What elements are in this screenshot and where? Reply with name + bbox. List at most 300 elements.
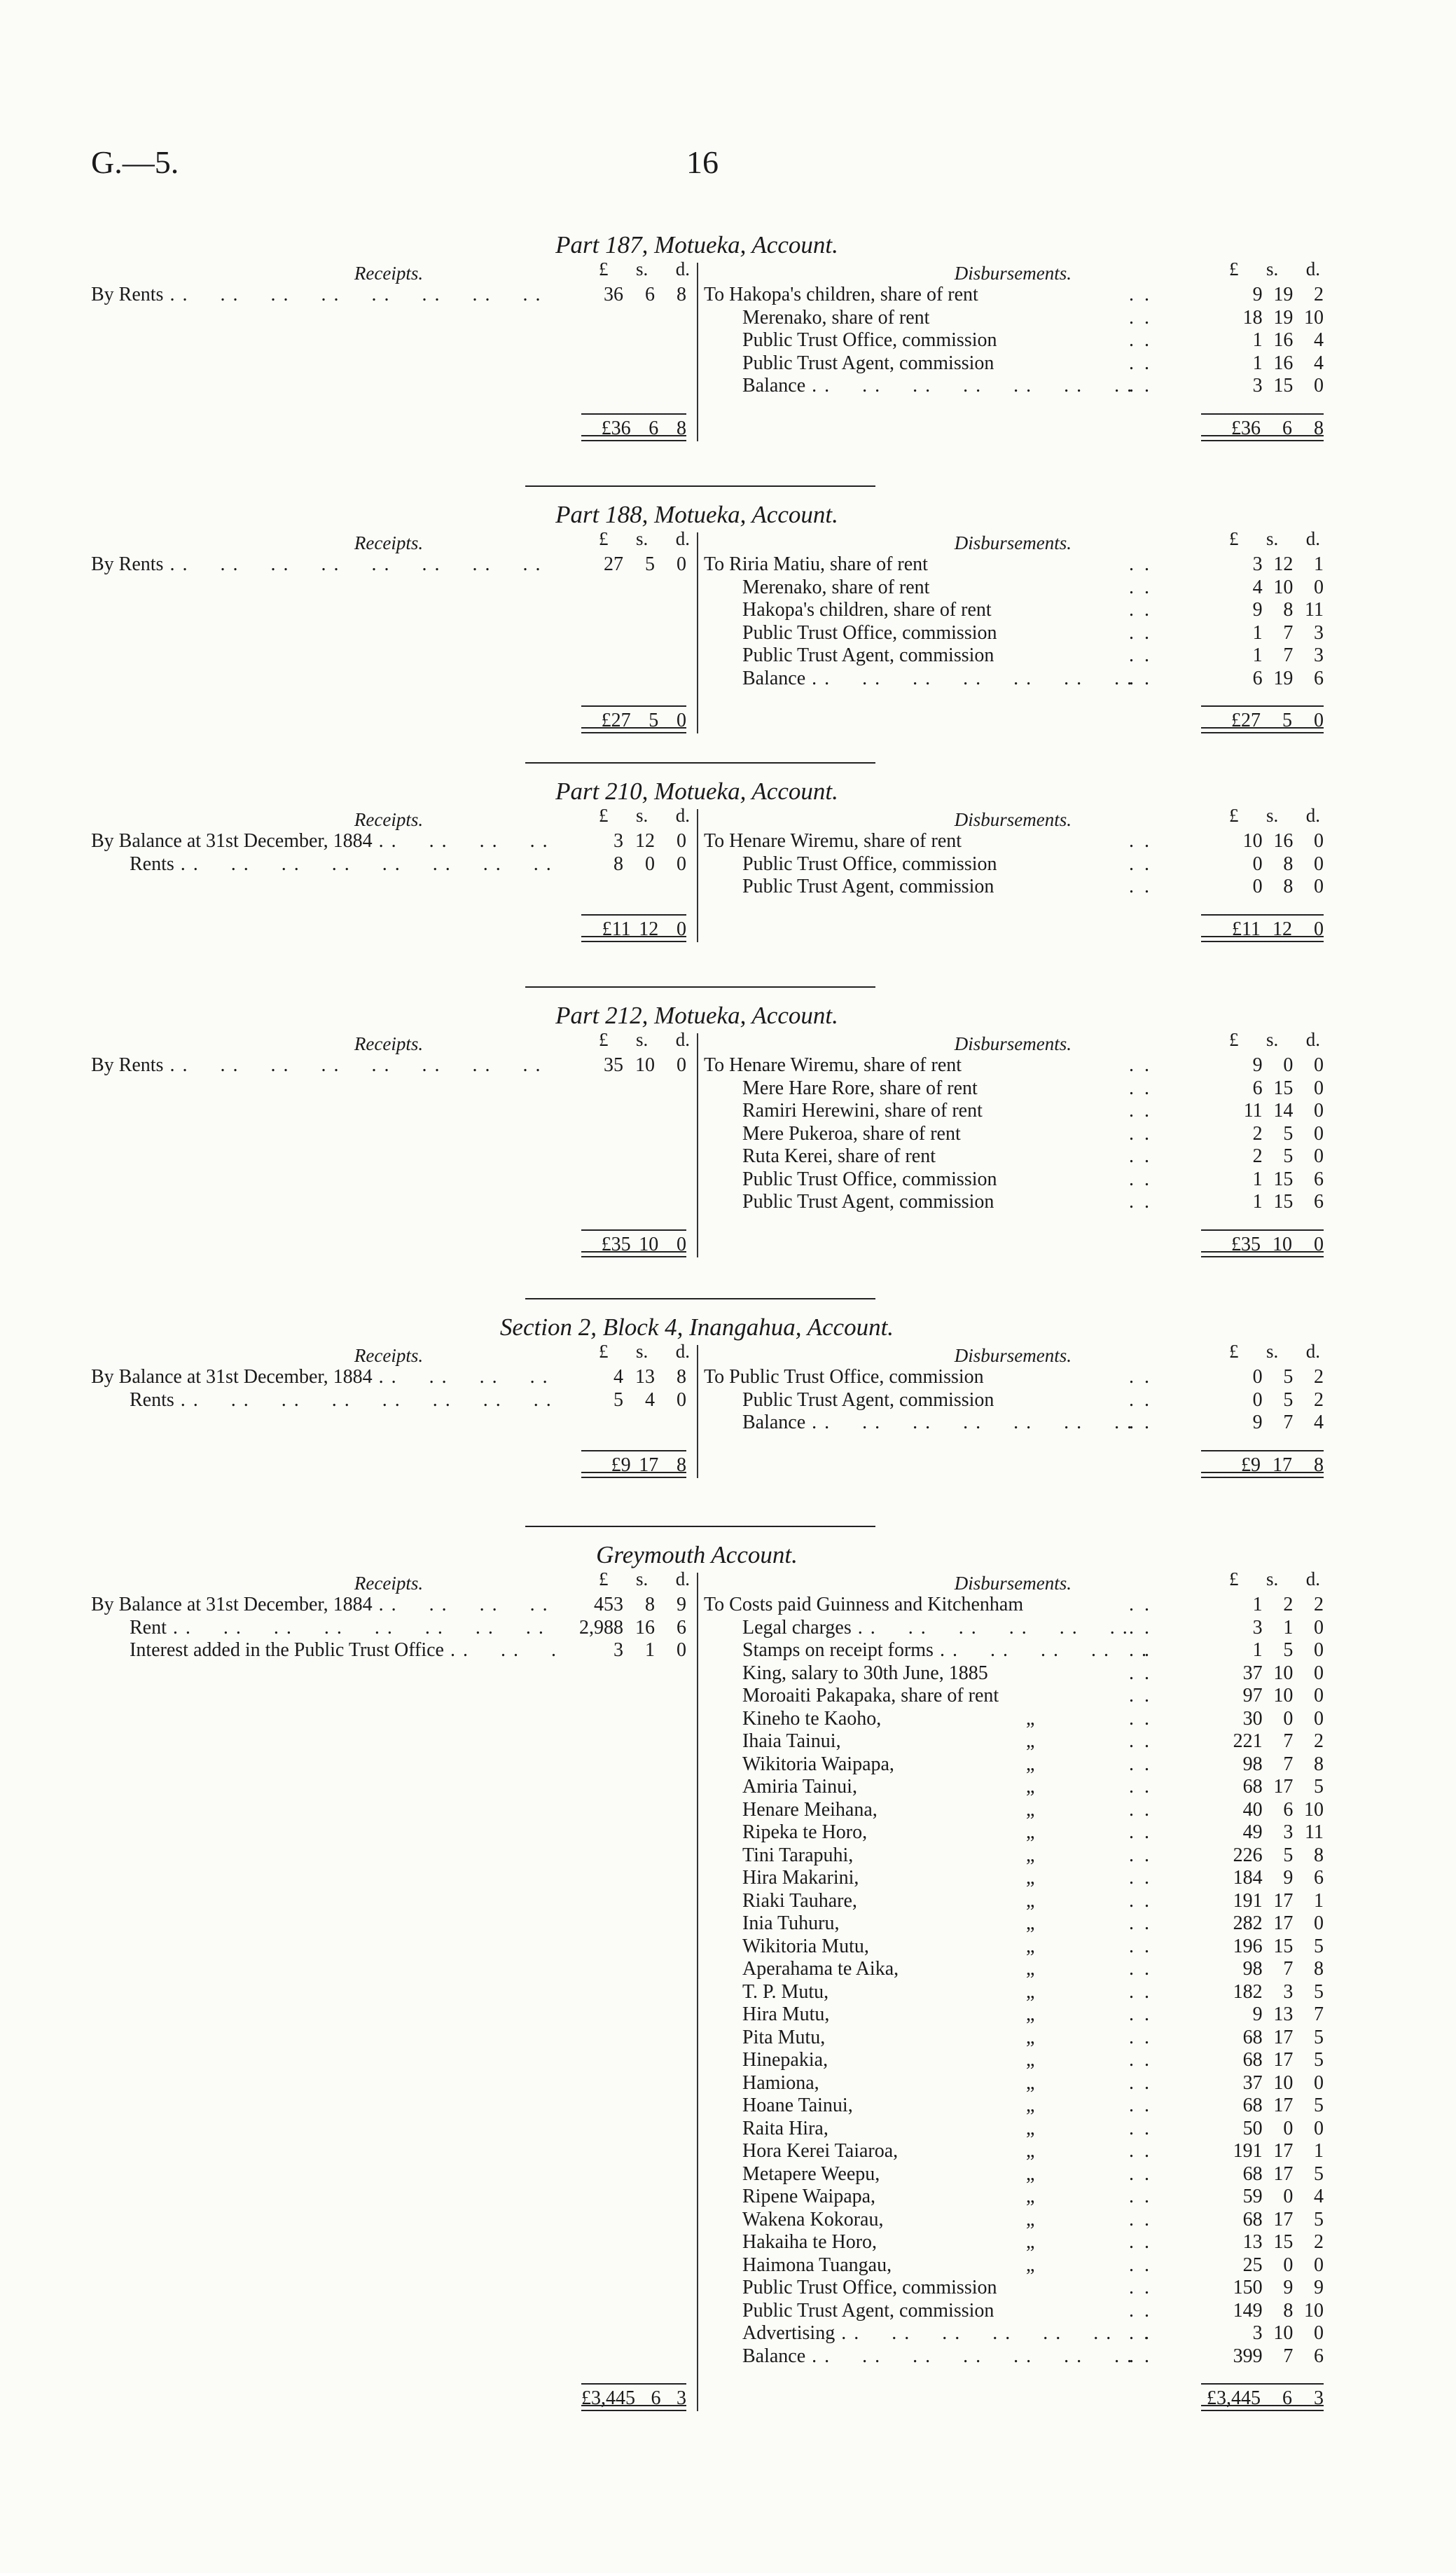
leader-dots: . . [1129, 1798, 1152, 1821]
amount-pounds: 37 [1242, 2071, 1263, 2094]
amount-pence: 0 [1314, 2071, 1324, 2094]
receipt-label [91, 553, 560, 576]
amount-pounds: 27 [604, 553, 623, 575]
disbursement-label [704, 1821, 1152, 1844]
amount-shillings: 10 [1273, 1685, 1294, 1706]
disbursement-amount [1208, 2027, 1324, 2049]
amount-pounds: £11 [1232, 918, 1261, 940]
amount-pounds: 97 [1242, 1685, 1263, 1706]
disbursement-text: Legal charges . . [704, 1617, 1152, 1639]
pounds-heading: £ [1229, 258, 1239, 280]
disbursement-amount [1208, 2277, 1324, 2299]
amount-pence: 2 [1314, 1388, 1324, 1411]
disbursement-amount [1208, 375, 1324, 397]
amount-pounds: £27 [1231, 710, 1261, 731]
disbursement-text: Public Trust Agent, commission [742, 352, 994, 374]
amount-pence: 8 [1314, 1844, 1324, 1866]
disbursement-amount-value [1208, 1366, 1324, 1388]
amount-shillings: 6 [1283, 1798, 1294, 1821]
amount-pence: 0 [1314, 1145, 1324, 1167]
disbursement-amount-value [1208, 1617, 1324, 1639]
ditto-mark: „ [1026, 2003, 1035, 2025]
amount-shillings: 15 [1273, 375, 1294, 396]
receipt-amount [560, 284, 686, 306]
amount-pounds: 49 [1242, 1821, 1263, 1843]
amount-shillings: 17 [1273, 2140, 1294, 2162]
disbursement-amount [1208, 1753, 1324, 1776]
disbursement-amount-value [1208, 329, 1324, 352]
amount-pence: 10 [1304, 1798, 1324, 1821]
disbursement-amount [1208, 1708, 1324, 1730]
disbursement-text: Mere Pukeroa, share of rent [742, 1122, 961, 1145]
disbursement-amount [1208, 1168, 1324, 1191]
leader-dots: . . [1129, 2322, 1152, 2344]
shillings-heading: s. [635, 1341, 649, 1362]
disbursement-amount-value [1208, 876, 1324, 898]
disbursements-total-value [1201, 1229, 1324, 1256]
amount-pounds: 18 [1242, 306, 1263, 329]
amount-pounds: 36 [604, 284, 623, 305]
amount-pounds: 3 [613, 830, 623, 852]
amount-shillings: 6 [651, 2387, 661, 2409]
amount-shillings: 5 [1283, 1366, 1294, 1388]
shillings-heading: s. [635, 528, 649, 549]
disbursement-amount-value [1208, 644, 1324, 667]
ditto-mark: „ [1026, 1935, 1035, 1957]
disbursement-amount-value [1208, 2186, 1324, 2208]
leader-dots: . . [1129, 1730, 1152, 1752]
amount-pence: 5 [1314, 2208, 1324, 2230]
amount-shillings: 2 [1283, 1594, 1294, 1615]
disbursement-amount [1208, 1912, 1324, 1935]
receipt-label [91, 1594, 560, 1616]
disbursement-text: Hira Mutu, [742, 2003, 830, 2025]
leader-dots: . . [1129, 2277, 1152, 2298]
disbursement-text: Amiria Tainui, [742, 1776, 857, 1798]
leader-dots: . . [1129, 1145, 1152, 1167]
amount-pounds: 9 [1252, 2003, 1263, 2025]
receipt-amount [560, 853, 686, 876]
leader-dots: . . [1129, 876, 1152, 897]
leader-dots: . . [1129, 599, 1152, 621]
disbursement-text: Riaki Tauhare, [742, 1889, 857, 1912]
section-divider [525, 762, 875, 764]
amount-shillings: 10 [1273, 1662, 1294, 1684]
disbursement-text: Wikitoria Mutu, [742, 1935, 869, 1957]
disbursement-label [704, 668, 1152, 690]
receipts-total-value [581, 1450, 686, 1477]
pence-heading: d. [675, 1341, 690, 1362]
disbursement-amount-value [1208, 2118, 1324, 2140]
amount-pounds: 184 [1233, 1867, 1263, 1889]
disbursement-amount-value [1208, 1594, 1324, 1616]
disbursement-amount-value [1208, 375, 1324, 397]
disbursement-amount [1208, 2072, 1324, 2095]
disbursement-text: Henare Meihana, [742, 1798, 878, 1821]
disbursement-amount [1208, 2231, 1324, 2254]
ditto-mark: „ [1026, 2140, 1035, 2162]
disbursement-text: Public Trust Agent, commission [742, 876, 994, 897]
disbursement-amount-value [1208, 1776, 1324, 1798]
disbursement-amount-value [1208, 2140, 1324, 2162]
disbursement-label [704, 2003, 1152, 2026]
amount-pence: 0 [1314, 375, 1324, 396]
disbursement-text: Metapere Weepu, [742, 2162, 880, 2185]
ditto-mark: „ [1026, 1821, 1035, 1843]
disbursement-amount [1208, 599, 1324, 621]
amount-pence: 0 [1314, 1077, 1324, 1099]
amount-pence: 0 [1314, 1912, 1324, 1934]
amount-pence: 6 [1314, 1191, 1324, 1213]
disbursement-amount [1208, 1844, 1324, 1867]
disbursement-label [704, 329, 1152, 352]
disbursement-text: Public Trust Office, commission [742, 2277, 997, 2298]
disbursement-label [704, 622, 1152, 644]
amount-shillings: 5 [1283, 1145, 1294, 1167]
amount-pounds: 3 [1252, 1616, 1263, 1639]
disbursement-label [704, 1100, 1152, 1122]
amount-pounds: 1 [1252, 1594, 1263, 1615]
amount-shillings: 9 [1283, 1867, 1294, 1889]
amount-pence: 2 [1314, 284, 1324, 305]
leader-dots: . . [1129, 1889, 1152, 1912]
receipts-total [581, 914, 686, 942]
disbursement-amount [1208, 1077, 1324, 1100]
column-rule [697, 809, 698, 942]
disbursement-text: Public Trust Agent, commission [742, 1388, 994, 1411]
amount-pounds: 10 [1242, 830, 1263, 852]
amount-shillings: 19 [1273, 667, 1294, 689]
disbursement-label [704, 1936, 1152, 1958]
amount-shillings: 0 [1283, 2254, 1294, 2276]
amount-shillings: 7 [1283, 644, 1294, 666]
amount-shillings: 16 [1273, 329, 1294, 351]
receipts-total-value [581, 2383, 686, 2410]
receipt-label [91, 1054, 560, 1077]
disbursement-label [704, 553, 1152, 576]
disbursement-amount-value [1208, 1639, 1324, 1662]
disbursement-text: Public Trust Agent, commission [742, 1191, 994, 1213]
disbursement-label [704, 1389, 1152, 1412]
section-divider [525, 1298, 875, 1299]
amount-shillings: 12 [635, 830, 655, 852]
pounds-heading: £ [1229, 1568, 1239, 1589]
disbursement-amount [1208, 2254, 1324, 2277]
receipt-label [91, 1639, 560, 1662]
amount-shillings: 0 [645, 853, 655, 875]
receipt-text: Rents . . [91, 1389, 560, 1411]
amount-shillings: 10 [635, 1054, 655, 1076]
amount-pounds: £9 [611, 1454, 631, 1476]
disbursement-text: To Riria Matiu, share of rent [704, 553, 928, 575]
leader-dots: . . [1129, 1935, 1152, 1957]
disbursement-label [704, 577, 1152, 599]
leader-dots: . . [1129, 853, 1152, 875]
leader-dots: . . [1129, 644, 1152, 666]
amount-pence: 8 [1314, 417, 1324, 439]
leader-dots: . . [1129, 2254, 1152, 2276]
disbursement-amount-value [1208, 2300, 1324, 2322]
disbursement-text: Merenako, share of rent [742, 576, 930, 598]
amount-pounds: 3 [1252, 375, 1263, 396]
disbursement-amount-value [1208, 668, 1324, 690]
amount-shillings: 16 [1273, 830, 1294, 852]
amount-pounds: 2,988 [579, 1616, 623, 1639]
disbursements-heading: Disbursements. [954, 1573, 1072, 1594]
pounds-heading: £ [1229, 528, 1239, 549]
amount-pence: 9 [1314, 2277, 1324, 2298]
disbursements-heading: Disbursements. [954, 532, 1072, 553]
amount-pounds: 30 [1242, 1707, 1263, 1730]
disbursement-text: Mere Hare Rore, share of rent [742, 1077, 978, 1099]
disbursement-amount-value [1208, 2027, 1324, 2049]
disbursement-label [704, 2049, 1152, 2071]
column-rule [697, 1573, 698, 2411]
amount-shillings: 8 [645, 1594, 655, 1615]
receipt-amount-value [560, 284, 686, 306]
disbursement-text: Public Trust Office, commission [742, 329, 997, 351]
ditto-mark: „ [1026, 2071, 1035, 2094]
pence-heading: d. [1305, 258, 1320, 280]
disbursement-text: Balance . . [704, 1412, 1152, 1434]
disbursement-amount [1208, 1776, 1324, 1798]
receipts-heading: Receipts. [354, 1033, 424, 1054]
leader-dots: . . [1129, 667, 1152, 689]
amount-pounds: 4 [613, 1366, 623, 1388]
disbursement-amount-value [1208, 2322, 1324, 2345]
disbursement-text: Hira Makarini, [742, 1867, 859, 1889]
receipt-label [91, 1389, 560, 1412]
disbursement-label [704, 1412, 1152, 1434]
disbursement-label [704, 644, 1152, 667]
amount-pounds: 5 [613, 1388, 623, 1411]
amount-pence: 8 [677, 1366, 686, 1388]
leader-dots: . . [1129, 1412, 1152, 1433]
ditto-mark: „ [1026, 2095, 1035, 2116]
amount-pence: 0 [1314, 2254, 1324, 2276]
disbursement-label [704, 1168, 1152, 1191]
amount-shillings: 1 [645, 1639, 655, 1661]
disbursement-amount-value [1208, 1412, 1324, 1434]
amount-pounds: 98 [1242, 1753, 1263, 1775]
amount-pence: 9 [677, 1594, 686, 1615]
amount-pence: 8 [1314, 1753, 1324, 1775]
leader-dots: . . [1129, 2049, 1152, 2071]
receipts-heading: Receipts. [354, 1345, 424, 1366]
disbursements-heading: Disbursements. [954, 1033, 1072, 1054]
amount-pounds: 9 [1252, 599, 1263, 621]
disbursement-label [704, 2027, 1152, 2049]
disbursement-label [704, 1958, 1152, 1980]
amount-shillings: 10 [1273, 2071, 1294, 2094]
ditto-mark: „ [1026, 2231, 1035, 2253]
amount-pounds: 3 [613, 1639, 623, 1661]
amount-pence: 7 [1314, 2003, 1324, 2025]
pence-heading: d. [1305, 1341, 1320, 1362]
disbursement-amount [1208, 2163, 1324, 2186]
disbursement-text: Ruta Kerei, share of rent [742, 1145, 936, 1167]
amount-pounds: 453 [594, 1594, 623, 1615]
amount-pounds: 9 [1252, 284, 1263, 305]
receipt-amount-value [560, 1366, 686, 1388]
amount-pence: 0 [677, 1639, 686, 1661]
amount-shillings: 5 [649, 710, 659, 731]
disbursement-amount [1208, 830, 1324, 853]
disbursement-text: Hakaiha te Horo, [742, 2231, 878, 2253]
amount-pence: 6 [1314, 1867, 1324, 1889]
amount-pounds: 68 [1242, 1776, 1263, 1798]
column-rule [697, 1345, 698, 1478]
amount-shillings: 7 [1283, 1412, 1294, 1433]
disbursement-text: T. P. Mutu, [742, 1980, 829, 2003]
disbursements-total-value [1201, 1450, 1324, 1477]
disbursement-amount-value [1208, 1100, 1324, 1122]
disbursement-label [704, 1912, 1152, 1935]
receipt-text: By Balance at 31st December, 1884 . . [91, 1366, 560, 1388]
amount-pounds: 9 [1252, 1412, 1263, 1433]
disbursement-label [704, 307, 1152, 329]
amount-pence: 2 [1314, 1730, 1324, 1752]
receipt-amount-value [560, 1389, 686, 1412]
amount-pence: 1 [1314, 553, 1324, 575]
disbursement-label [704, 2277, 1152, 2299]
disbursement-amount [1208, 1958, 1324, 1980]
receipt-text: By Rents . . [91, 553, 560, 575]
column-rule [697, 1033, 698, 1257]
amount-pounds: 68 [1242, 2049, 1263, 2071]
amount-shillings: 5 [1283, 1844, 1294, 1866]
amount-shillings: 12 [1273, 918, 1292, 940]
receipt-amount-value [560, 853, 686, 876]
amount-pounds: 196 [1233, 1935, 1263, 1957]
amount-shillings: 5 [645, 553, 655, 575]
disbursement-amount [1208, 2095, 1324, 2117]
amount-shillings: 17 [1273, 2026, 1294, 2048]
pounds-heading: £ [599, 258, 609, 280]
amount-shillings: 13 [635, 1366, 655, 1388]
disbursement-amount-value [1208, 1821, 1324, 1844]
disbursement-amount [1208, 2003, 1324, 2026]
disbursement-amount-value [1208, 1168, 1324, 1191]
amount-pounds: £35 [601, 1233, 631, 1255]
disbursement-text: King, salary to 30th June, 1885 [742, 1662, 988, 1684]
account-title: Part 188, Motueka, Account. [555, 501, 838, 528]
disbursement-amount [1208, 1890, 1324, 1912]
disbursement-text: To Public Trust Office, commission [704, 1366, 984, 1388]
amount-pence: 8 [1314, 1958, 1324, 1980]
disbursement-amount-value [1208, 307, 1324, 329]
receipt-amount [560, 1639, 686, 1662]
amount-pence: 0 [1314, 918, 1324, 940]
column-rule [697, 263, 698, 441]
pounds-heading: £ [1229, 1029, 1239, 1050]
receipts-heading: Receipts. [354, 263, 424, 284]
amount-shillings: 17 [1273, 1454, 1292, 1476]
disbursement-text: To Costs paid Guinness and Kitchenham [704, 1594, 1024, 1615]
amount-shillings: 5 [1283, 1639, 1294, 1661]
ditto-mark: „ [1026, 1753, 1035, 1775]
leader-dots: . . [1129, 2345, 1152, 2367]
amount-pounds: £11 [602, 918, 631, 940]
disbursement-amount [1208, 577, 1324, 599]
amount-shillings: 8 [1283, 599, 1294, 621]
disbursements-total [1201, 705, 1324, 733]
disbursement-label [704, 1685, 1152, 1707]
disbursements-total-value [1201, 914, 1324, 941]
amount-pence: 0 [1314, 1685, 1324, 1706]
amount-shillings: 6 [645, 284, 655, 305]
disbursement-amount-value [1208, 284, 1324, 306]
receipts-money-heading [599, 258, 690, 280]
disbursement-amount [1208, 1594, 1324, 1616]
receipts-total [581, 1229, 686, 1257]
amount-pence: 4 [1314, 2186, 1324, 2207]
amount-pence: 5 [1314, 1776, 1324, 1798]
disbursement-amount [1208, 1054, 1324, 1077]
disbursement-amount-value [1208, 2277, 1324, 2299]
disbursements-total [1201, 413, 1324, 441]
disbursement-text: Haimona Tuangau, [742, 2254, 892, 2276]
disbursements-money-heading [1229, 805, 1320, 827]
disbursement-label [704, 1145, 1152, 1168]
ditto-mark: „ [1026, 1707, 1035, 1730]
amount-shillings: 17 [1273, 1912, 1294, 1934]
disbursement-text: Advertising . . [704, 2322, 1152, 2345]
amount-pence: 5 [1314, 2049, 1324, 2071]
amount-pence: 6 [1314, 1168, 1324, 1190]
ditto-mark: „ [1026, 1912, 1035, 1934]
amount-pounds: 11 [1243, 1100, 1263, 1122]
section-divider [525, 1526, 875, 1527]
disbursement-amount-value [1208, 1145, 1324, 1168]
ditto-mark: „ [1026, 2049, 1035, 2071]
receipt-label [91, 1366, 560, 1388]
disbursement-text: To Hakopa's children, share of rent [704, 284, 978, 305]
disbursement-label [704, 1662, 1152, 1685]
amount-shillings: 10 [1273, 2322, 1294, 2344]
amount-pounds: 399 [1233, 2345, 1263, 2367]
disbursement-label [704, 1890, 1152, 1912]
amount-pounds: 68 [1242, 2095, 1263, 2116]
leader-dots: . . [1129, 1122, 1152, 1145]
amount-shillings: 0 [1283, 2117, 1294, 2139]
amount-pounds: 1 [1252, 352, 1263, 374]
leader-dots: . . [1129, 2231, 1152, 2253]
receipt-amount-value [560, 1594, 686, 1616]
receipt-amount-value [560, 830, 686, 853]
disbursement-label [704, 1077, 1152, 1100]
receipts-total-value [581, 413, 686, 440]
amount-pence: 6 [677, 1616, 686, 1639]
disbursement-text: To Henare Wiremu, share of rent [704, 830, 962, 852]
shillings-heading: s. [635, 1029, 649, 1050]
amount-shillings: 10 [639, 1233, 659, 1255]
amount-pence: 0 [1314, 853, 1324, 875]
disbursement-amount-value [1208, 2209, 1324, 2231]
disbursement-amount [1208, 2322, 1324, 2345]
amount-pounds: 35 [604, 1054, 623, 1076]
amount-pounds: 182 [1233, 1980, 1263, 2003]
ditto-mark: „ [1026, 1798, 1035, 1821]
amount-pence: 0 [1314, 710, 1324, 731]
amount-pence: 0 [677, 1054, 686, 1076]
amount-pounds: 226 [1233, 1844, 1263, 1866]
disbursement-amount [1208, 1662, 1324, 1685]
leader-dots: . . [1129, 1776, 1152, 1798]
disbursement-amount-value [1208, 2345, 1324, 2368]
amount-pence: 0 [677, 553, 686, 575]
disbursement-amount-value [1208, 1867, 1324, 1889]
